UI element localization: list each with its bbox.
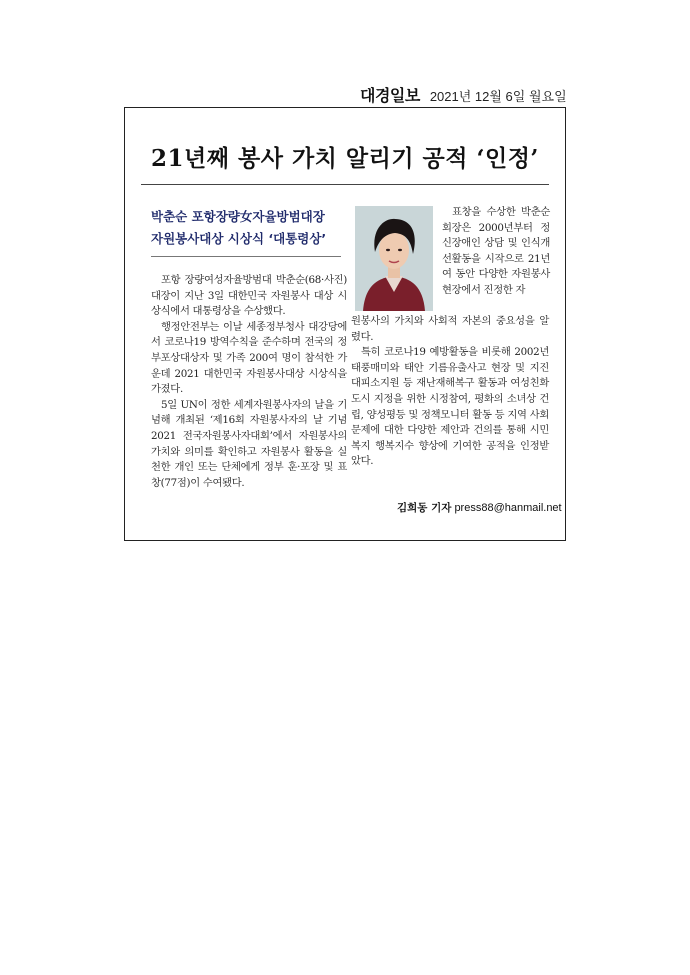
body-paragraph: 5일 UN이 정한 세계자원봉사자의 날을 기념해 개최된 ‘제16회 자원봉사자의 날 기념 2021 전국자원봉사자대회’에서 자원봉사의 가치와 의미를 확인하고 자원봉사 활동을 실천한 개인 또는 단체에게 정부 훈·포장 및 표창(77점)이 수여됐다. xyxy=(151,398,347,489)
subheadline-line: 박춘순 포항장량女자율방범대장 xyxy=(151,209,325,224)
article-clipping xyxy=(124,107,566,541)
publication-date: 2021년 12월 6일 월요일 xyxy=(429,89,567,104)
portrait-photo xyxy=(355,206,433,311)
body-paragraph: 포항 장량여성자율방범대 박춘순(68·사진) 대장이 지난 3일 대한민국 자원봉사 대상 시상식에서 대통령상을 수상했다. xyxy=(151,274,347,318)
newspaper-header xyxy=(360,83,580,105)
subheadline-line: 자원봉사대상 시상식 ‘대통령상’ xyxy=(151,231,327,246)
reporter-name: 김희동 기자 xyxy=(397,502,452,514)
body-paragraph: 원봉사의 가치와 사회적 자본의 중요성을 알렸다. xyxy=(351,315,549,343)
body-paragraph: 표창을 수상한 박춘순 회장은 2000년부터 정신장애인 상담 및 인식개선활동을 시작으로 21년여 동안 다양한 자원봉사 현장에서 진정한 자 xyxy=(442,206,550,296)
subheadline xyxy=(151,206,341,250)
article-body-right-bottom xyxy=(351,314,549,470)
body-paragraph: 특히 코로나19 예방활동을 비롯해 2002년 태풍매미와 태안 기름유출사고 현장 및 지진 대피소지원 등 재난재해복구 활동과 여성친화도시 지정을 위한 시정참여, 평화의 소녀상 건립, 양성평등 및 정책모니터 활동 등 지역 사회문제에 대한 다양한 제안과 건의를 통해 시민복지 행복지수 향상에 기여한 공적을 인정받았다. xyxy=(351,346,549,468)
byline xyxy=(397,500,562,515)
article-body-left xyxy=(151,273,347,491)
portrait-image xyxy=(355,206,433,311)
headline-divider xyxy=(141,184,549,185)
newspaper-name: 대경일보 xyxy=(360,86,420,105)
article-body-right-top xyxy=(442,205,550,299)
headline: 21년째 봉사 가치 알리기 공적 ‘인정’ xyxy=(151,145,539,172)
reporter-email: press88@hanmail.net xyxy=(454,502,562,514)
subheadline-divider xyxy=(151,256,341,257)
body-paragraph: 행정안전부는 이날 세종정부청사 대강당에서 코로나19 방역수칙을 준수하며 전국의 정부포상대상자 및 가족 200여 명이 참석한 가운데 2021 대한민국 자원봉사대상 시상식을 가졌다. xyxy=(151,320,347,396)
